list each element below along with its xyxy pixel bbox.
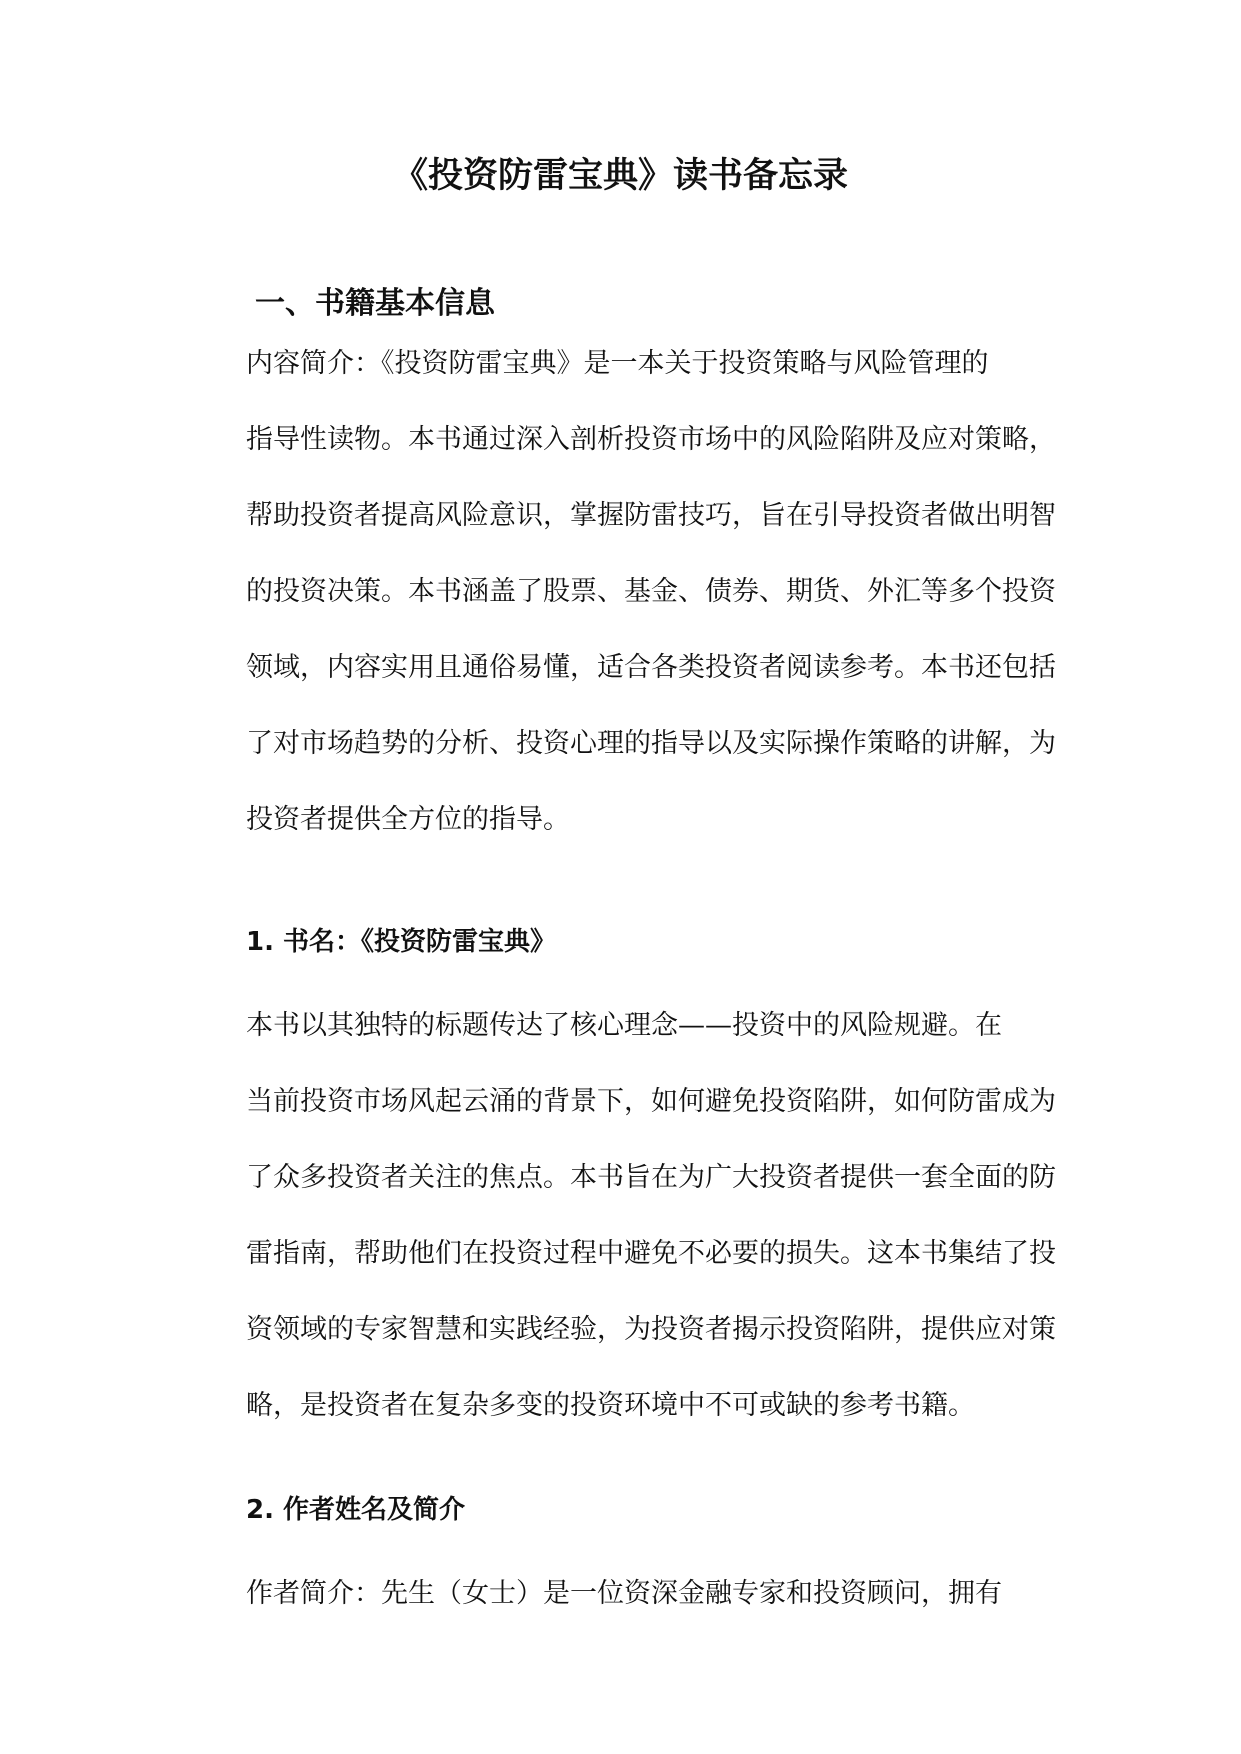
- paragraph-line: 了众多投资者关注的焦点。本书旨在为广大投资者提供一套全面的防: [246, 1162, 1056, 1193]
- paragraph-line: 指导性读物。本书通过深入剖析投资市场中的风险陷阱及应对策略，: [246, 424, 1056, 455]
- document-title: 《投资防雷宝典》读书备忘录: [392, 156, 848, 196]
- paragraph-line: 投资者提供全方位的指导。: [246, 804, 570, 835]
- author-paragraph: [190, 1556, 1054, 1632]
- paragraph-line: 资领域的专家智慧和实践经验，为投资者揭示投资陷阱，提供应对策: [246, 1314, 1056, 1345]
- book-title-paragraph: [190, 988, 1054, 1444]
- intro-paragraph: [190, 326, 1054, 858]
- paragraph-line: 帮助投资者提高风险意识，掌握防雷技巧，旨在引导投资者做出明智: [246, 500, 1056, 531]
- paragraph-line: 雷指南，帮助他们在投资过程中避免不必要的损失。这本书集结了投: [246, 1238, 1056, 1269]
- section-heading-book-info: 一、书籍基本信息: [255, 286, 495, 321]
- paragraph-line: 了对市场趋势的分析、投资心理的指导以及实际操作策略的讲解，为: [246, 728, 1056, 759]
- paragraph-line: 内容简介：《投资防雷宝典》是一本关于投资策略与风险管理的: [246, 348, 989, 379]
- paragraph-line: 的投资决策。本书涵盖了股票、基金、债券、期货、外汇等多个投资: [246, 576, 1056, 607]
- paragraph-line: 作者简介：先生（女士）是一位资深金融专家和投资顾问，拥有: [246, 1578, 1002, 1609]
- paragraph-line: 当前投资市场风起云涌的背景下，如何避免投资陷阱，如何防雷成为: [246, 1086, 1056, 1117]
- paragraph-line: 略，是投资者在复杂多变的投资环境中不可或缺的参考书籍。: [246, 1390, 975, 1421]
- paragraph-line: 领域，内容实用且通俗易懂，适合各类投资者阅读参考。本书还包括: [246, 652, 1056, 683]
- subheading-author: 2. 作者姓名及简介: [246, 1495, 466, 1525]
- paragraph-line: 本书以其独特的标题传达了核心理念——投资中的风险规避。在: [246, 1010, 1002, 1041]
- subheading-book-title: 1. 书名：《投资防雷宝典》: [246, 927, 557, 957]
